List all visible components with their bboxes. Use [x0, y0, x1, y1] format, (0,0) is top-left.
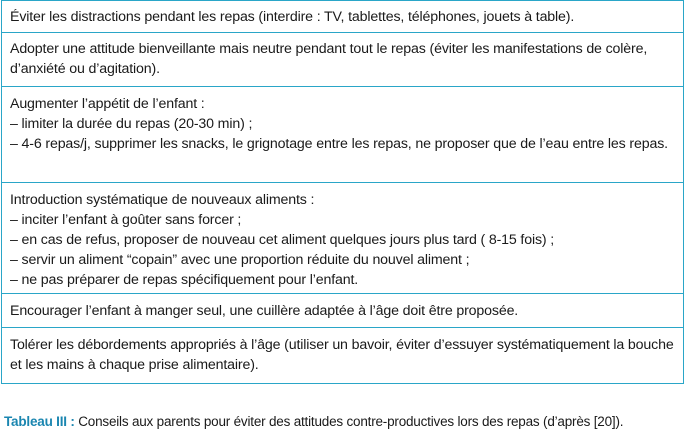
table-row — [2, 294, 683, 328]
table-caption — [4, 413, 686, 431]
list-item: – ne pas préparer de repas spécifiquement pour l’enfant. — [10, 272, 359, 288]
list-item: – en cas de refus, proposer de nouveau cet aliment quelques jours plus tard ( 8-15 fois) ; — [10, 232, 555, 248]
list-item: – inciter l’enfant à goûter sans forcer ; — [10, 212, 242, 228]
row-heading: Introduction systématique de nouveaux aliments : — [10, 192, 315, 208]
table-row — [2, 33, 683, 87]
row-text: Éviter les distractions pendant les repas (interdire : TV, tablettes, téléphones, jouets à table). — [10, 9, 575, 25]
list-item: – limiter la durée du repas (20-30 min) ; — [10, 116, 253, 132]
row-text: Encourager l’enfant à manger seul, une cuillère adaptée à l’âge doit être proposée. — [10, 303, 519, 319]
row-heading: Augmenter l’appétit de l’enfant : — [10, 96, 205, 112]
table-row — [2, 183, 683, 294]
row-text: Adopter une attitude bienveillante mais neutre pendant tout le repas (éviter les manifestations de colère, d’anxiété ou d’agitation). — [10, 41, 648, 77]
table-row — [2, 87, 683, 183]
row-text: Tolérer les débordements appropriés à l’âge (utiliser un bavoir, éviter d’essuyer systématiquement la bouche et les mains à chaque prise alimentaire). — [10, 337, 674, 373]
table-row — [2, 0, 683, 33]
table-row — [2, 328, 683, 384]
list-item: – 4-6 repas/j, supprimer les snacks, le grignotage entre les repas, ne proposer que de l’eau entre les repas. — [10, 136, 668, 152]
advice-table — [1, 0, 684, 384]
list-item: – servir un aliment “copain” avec une proportion réduite du nouvel aliment ; — [10, 252, 470, 268]
caption-text: Conseils aux parents pour éviter des attitudes contre-productives lors des repas (d’après [20]). — [74, 414, 624, 429]
caption-label: Tableau III : — [4, 414, 75, 429]
